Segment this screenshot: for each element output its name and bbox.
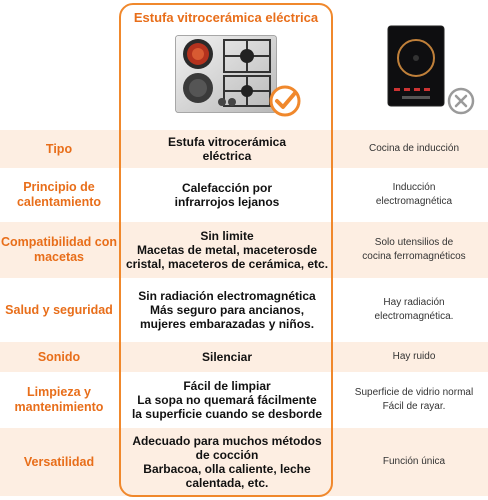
row-label: Limpieza y mantenimiento (14, 385, 104, 414)
other-value: Inducción electromagnética (375, 182, 453, 207)
featured-value: Estufa vitrocerámica eléctrica (167, 135, 287, 163)
row-label: Sonido (37, 349, 81, 364)
other-product-image (384, 22, 448, 110)
featured-value: Calefacción por infrarrojos lejanos (174, 181, 280, 209)
featured-value: Silenciar (201, 350, 253, 364)
row-label: Tipo (45, 141, 73, 156)
row-label: Compatibilidad con macetas (1, 235, 117, 264)
row-label: Salud y seguridad (5, 302, 113, 317)
table-row (0, 168, 488, 222)
other-value: Función única (382, 456, 446, 467)
featured-column-title: Estufa vitrocerámica eléctrica (133, 9, 319, 25)
other-value: Solo utensilios de cocina ferromagnéticos (362, 237, 466, 262)
check-circle-icon (268, 84, 302, 118)
other-value: Hay radiación electromagnética. (374, 297, 454, 322)
featured-value: Fácil de limpiar La sopa no quemará fácilmente la superficie cuando se desborde (131, 379, 323, 421)
table-row (0, 278, 488, 342)
featured-value: Sin radiación electromagnética Más seguro para ancianos, mujeres embarazadas y niños. (138, 289, 316, 331)
table-row (0, 130, 488, 168)
row-label: Versatilidad (23, 454, 95, 469)
featured-value: Sin limite Macetas de metal, maceterosde cristal, maceteros de cerámica, etc. (125, 229, 329, 271)
other-value: Superficie de vidrio normal Fácil de rayar. (354, 387, 474, 412)
other-value: Hay ruido (392, 351, 436, 362)
table-row (0, 342, 488, 372)
row-label: Principio de calentamiento (16, 180, 102, 209)
featured-value: Adecuado para muchos métodos de cocción Barbacoa, olla caliente, leche calentada, etc. (132, 434, 322, 490)
table-row (0, 222, 488, 278)
x-circle-icon (446, 86, 476, 116)
table-row (0, 428, 488, 496)
table-row (0, 372, 488, 428)
other-value: Cocina de inducción (368, 143, 460, 154)
